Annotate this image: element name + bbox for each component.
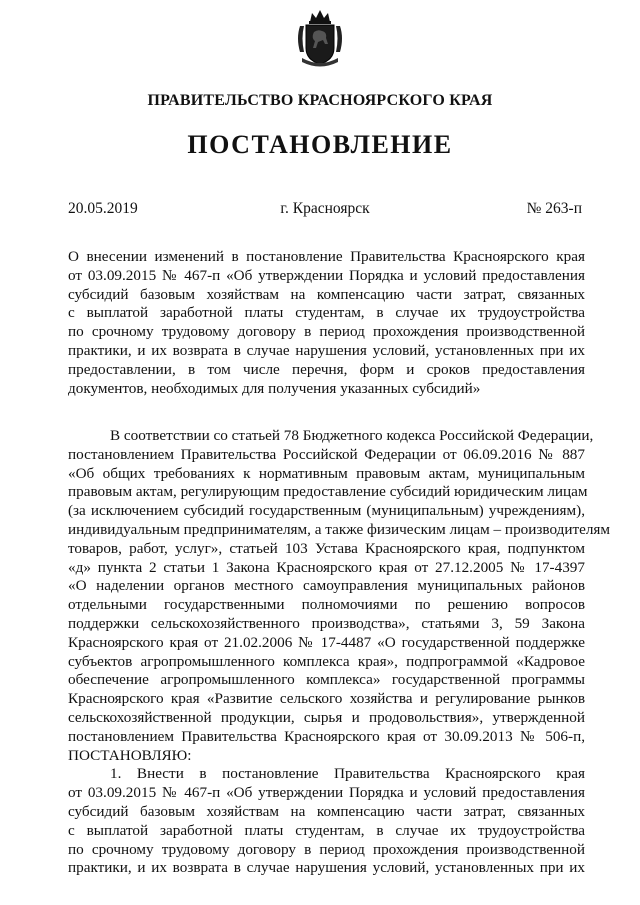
document-meta	[68, 200, 582, 220]
body-line: практики, и их возврата в случае нарушения условий, установленных при их	[68, 859, 585, 877]
body-line: поддержки сельскохозяйственного производства», статьями 3, 59 Закона	[68, 614, 585, 632]
body-line: Красноярского края от 21.02.2006 № 17-4487 «О государственной поддержке	[68, 633, 585, 651]
body-line: товаров, работ, услуг», статьей 103 Устава Красноярского края, подпунктом	[68, 539, 585, 557]
title-line: с выплатой заработной платы студентам, в случае их трудоустройства	[68, 304, 585, 322]
title-line: субсидий базовым хозяйствам на компенсацию части затрат, связанных	[68, 285, 585, 303]
body-line: субъектов агропромышленного комплекса края», подпрограммой «Кадровое	[68, 652, 585, 670]
title-line: О внесении изменений в постановление Правительства Красноярского края	[68, 248, 585, 265]
title-line: от 03.09.2015 № 467-п «Об утверждении Порядка и условий предоставления	[68, 266, 585, 284]
body-line: постановлением Правительства Красноярского края от 30.09.2013 № 506-п,	[68, 727, 585, 745]
body-line: В соответствии со статьей 78 Бюджетного кодекса Российской Федерации,	[110, 427, 594, 444]
document-title	[68, 248, 585, 398]
title-line: по срочному трудовому договору в период прохождения производственной	[68, 323, 585, 341]
body-line: сельскохозяйственной продукции, сырья и продовольствия», утвержденной	[68, 708, 585, 726]
title-line: практики, и их возврата в случае нарушения условий, установленных при их	[68, 341, 585, 359]
body-line: правовым актам, регулирующим предоставление субсидий юридическим лицам	[68, 483, 588, 501]
body-line: обеспечение агропромышленного комплекса» государственной программы	[68, 671, 585, 689]
title-line: предоставлении, в том числе перечня, форм и сроков предоставления	[68, 360, 585, 378]
body-line-decree: ПОСТАНОВЛЯЮ:	[68, 746, 192, 764]
body-line: Красноярского края «Развитие сельского хозяйства и регулирование рынков	[68, 690, 585, 708]
body-line: с выплатой заработной платы студентам, в случае их трудоустройства	[68, 821, 585, 839]
body-line: по срочному трудовому договору в период прохождения производственной	[68, 840, 585, 858]
organization-name: ПРАВИТЕЛЬСТВО КРАСНОЯРСКОГО КРАЯ	[147, 92, 493, 109]
body-line: «О наделении органов местного самоуправления муниципальных районов	[68, 577, 585, 595]
body-line: «д» пункта 2 статьи 1 Закона Красноярского края от 27.12.2005 № 17-4397	[68, 558, 585, 576]
document-number: № 263-п	[526, 200, 582, 217]
body-line: (за исключением субсидий государственным (муниципальным) учреждениям),	[68, 502, 585, 520]
body-line: отдельными государственными полномочиями по решению вопросов	[68, 596, 585, 614]
title-line: документов, необходимых для получения указанных субсидий»	[68, 379, 481, 397]
body-line: от 03.09.2015 № 467-п «Об утверждении Порядка и условий предоставления	[68, 784, 585, 802]
krasnoyarsk-krai-coat-of-arms-icon	[294, 8, 346, 70]
document-city: г. Красноярск	[280, 200, 370, 217]
body-line: индивидуальным предпринимателям, а также физическим лицам – производителям	[68, 520, 611, 538]
document-body	[68, 427, 611, 878]
document-type: ПОСТАНОВЛЕНИЕ	[187, 130, 453, 159]
body-line-item-1: 1. Внести в постановление Правительства Красноярского края	[110, 765, 585, 783]
document-date: 20.05.2019	[68, 200, 138, 217]
body-line: субсидий базовым хозяйствам на компенсацию части затрат, связанных	[68, 802, 585, 820]
body-line: постановлением Правительства Российской Федерации от 06.09.2016 № 887	[68, 445, 585, 463]
body-line: «Об общих требованиях к нормативным правовым актам, муниципальным	[68, 464, 585, 482]
